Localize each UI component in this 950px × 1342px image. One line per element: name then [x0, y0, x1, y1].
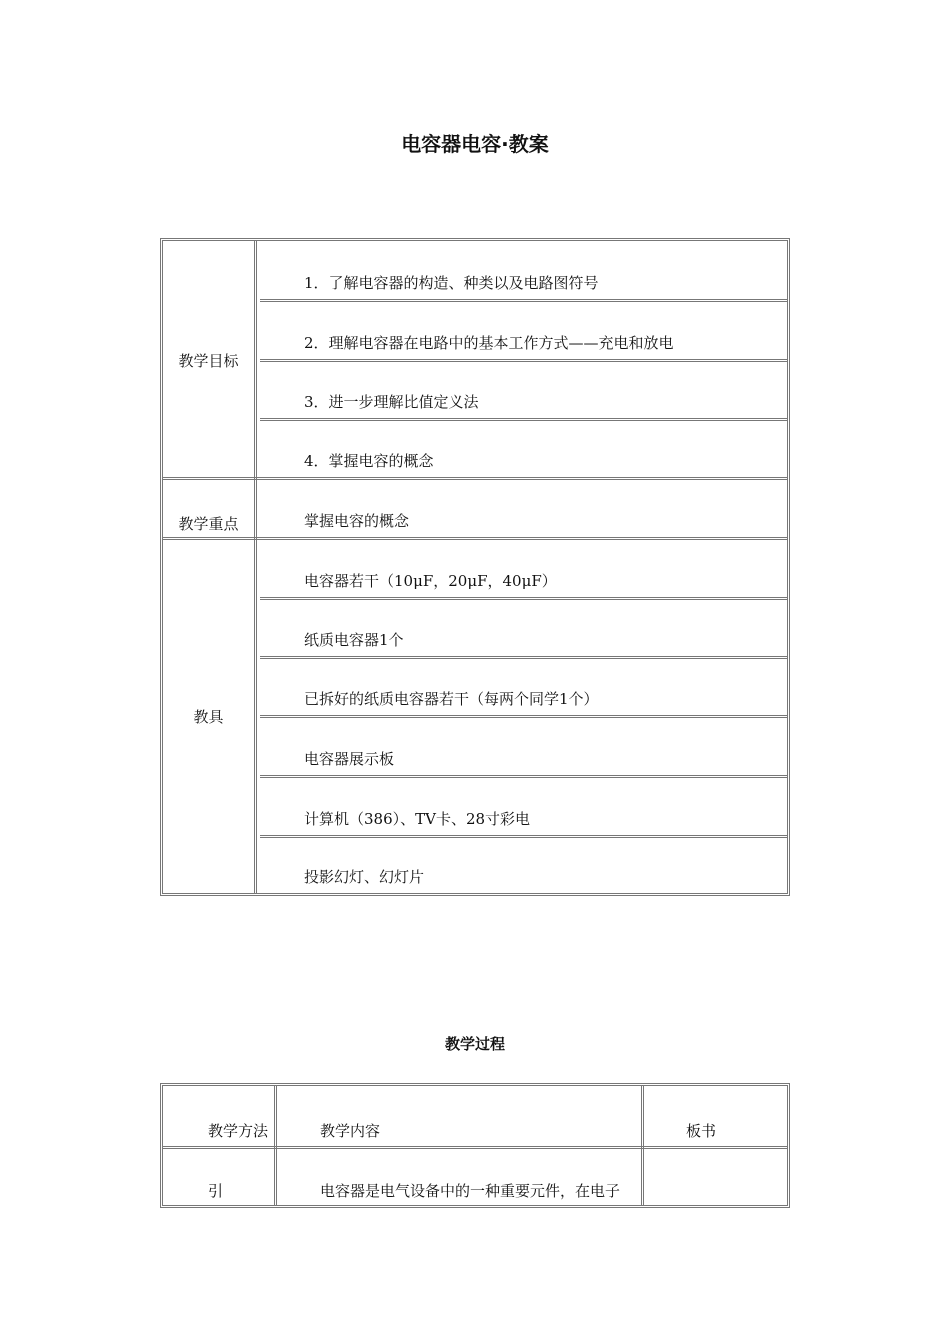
objective-row	[260, 421, 787, 480]
row-content: 电容器是电气设备中的一种重要元件，在电子	[320, 1182, 621, 1200]
header-content: 教学内容	[320, 1122, 381, 1140]
objectives-label-cell	[163, 241, 257, 480]
focus-label: 教学重点	[178, 515, 239, 533]
tool-text: 已拆好的纸质电容器若干（每两个同学1个）	[304, 690, 599, 708]
objective-text: 2．理解电容器在电路中的基本工作方式——充电和放电	[304, 334, 674, 352]
header-board: 板书	[686, 1122, 717, 1140]
objective-text: 4．掌握电容的概念	[304, 452, 434, 470]
focus-row	[260, 480, 787, 540]
page-title: 电容器电容·教案	[401, 132, 549, 156]
teaching-process-table	[160, 1083, 790, 1208]
tool-text: 计算机（386）、TV卡、28寸彩电	[304, 810, 531, 828]
tool-text: 纸质电容器1个	[304, 631, 404, 649]
tool-row	[260, 778, 787, 838]
tool-row	[260, 600, 787, 659]
tool-text: 投影幻灯、幻灯片	[304, 868, 425, 886]
tool-row	[260, 540, 787, 600]
objective-row	[260, 241, 787, 302]
tool-row	[260, 659, 787, 718]
focus-label-cell	[163, 480, 257, 540]
tool-text: 电容器若干（10μF，20μF，40μF）	[304, 572, 557, 590]
teaching-info-table	[160, 238, 790, 896]
tool-row	[260, 838, 787, 893]
objective-row	[260, 302, 787, 362]
section-title: 教学过程	[444, 1035, 505, 1053]
tool-row	[260, 718, 787, 778]
objective-text: 1．了解电容器的构造、种类以及电路图符号	[304, 274, 599, 292]
objective-row	[260, 362, 787, 421]
focus-text: 掌握电容的概念	[304, 512, 410, 530]
objective-text: 3．进一步理解比值定义法	[304, 393, 479, 411]
tools-label: 教具	[193, 708, 224, 726]
tools-label-cell	[163, 540, 257, 893]
objectives-label: 教学目标	[178, 352, 239, 370]
tool-text: 电容器展示板	[304, 750, 395, 768]
header-method: 教学方法	[208, 1122, 269, 1140]
row-method: 引	[208, 1182, 224, 1200]
row-divider	[163, 1146, 787, 1149]
